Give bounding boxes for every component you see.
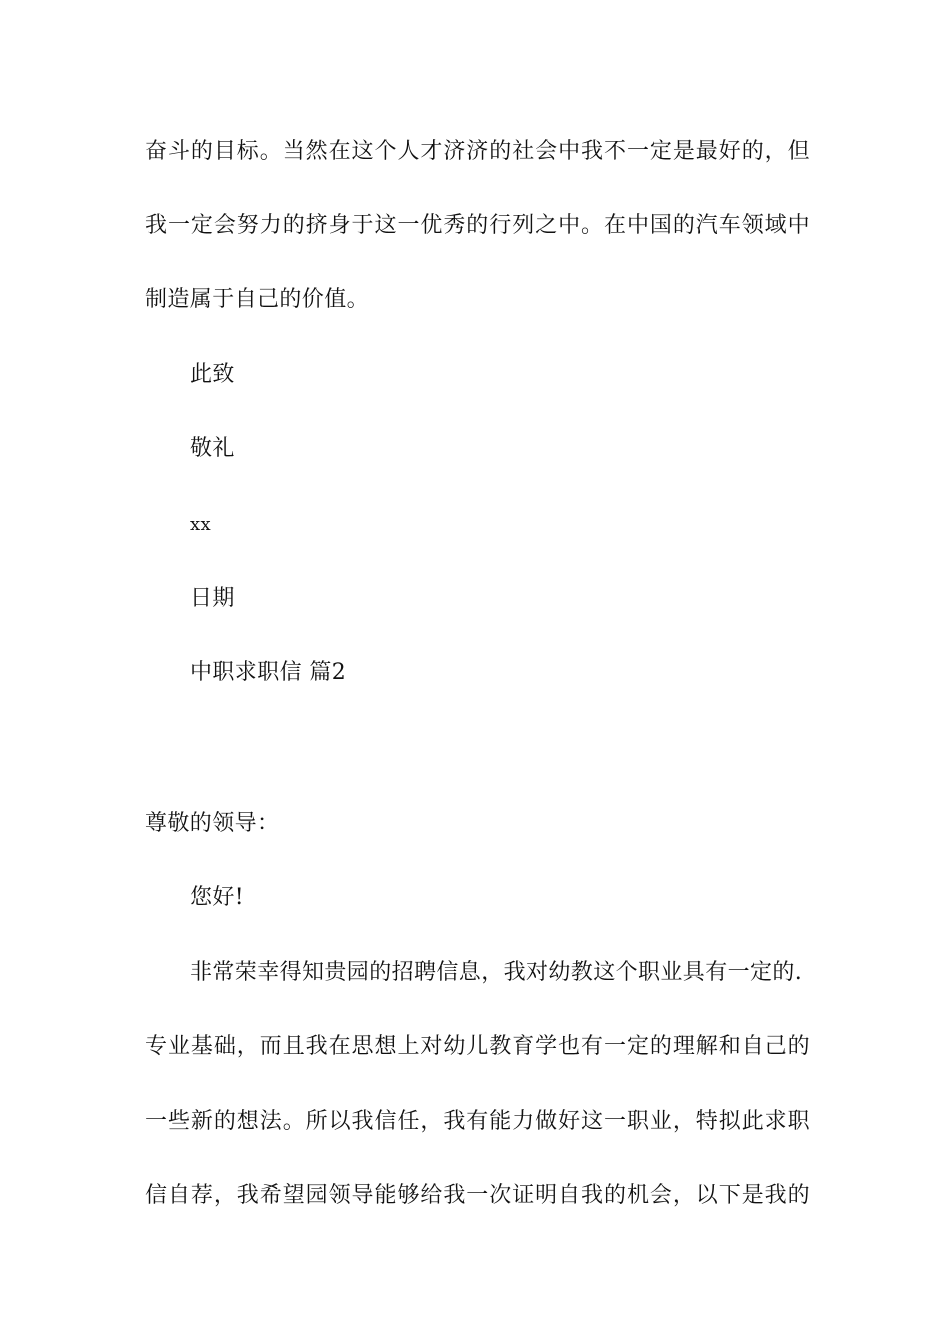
closing-line: 此致 [190, 362, 235, 387]
body-text-line: 信自荐，我希望园领导能够给我一次证明自我的机会，以下是我的 [145, 1183, 810, 1208]
body-text-line: 专业基础，而且我在思想上对幼儿教育学也有一定的理解和自己的 [145, 1034, 810, 1059]
signature: xx [190, 514, 212, 535]
date-line: 日期 [190, 586, 235, 611]
body-text-line: 制造属于自己的价值。 [145, 287, 370, 312]
closing-line: 敬礼 [190, 436, 235, 461]
salutation: 尊敬的领导： [145, 811, 280, 836]
body-text-line: 奋斗的目标。当然在这个人才济济的社会中我不一定是最好的，但 [145, 139, 810, 164]
body-text-line: 我一定会努力的挤身于这一优秀的行列之中。在中国的汽车领域中 [145, 213, 810, 238]
section-title: 中职求职信 篇2 [190, 660, 347, 685]
greeting: 您好! [190, 885, 245, 910]
body-text-line: 一些新的想法。所以我信任，我有能力做好这一职业，特拟此求职 [145, 1109, 810, 1134]
body-text-line: 非常荣幸得知贵园的招聘信息，我对幼教这个职业具有一定的. [190, 960, 803, 985]
